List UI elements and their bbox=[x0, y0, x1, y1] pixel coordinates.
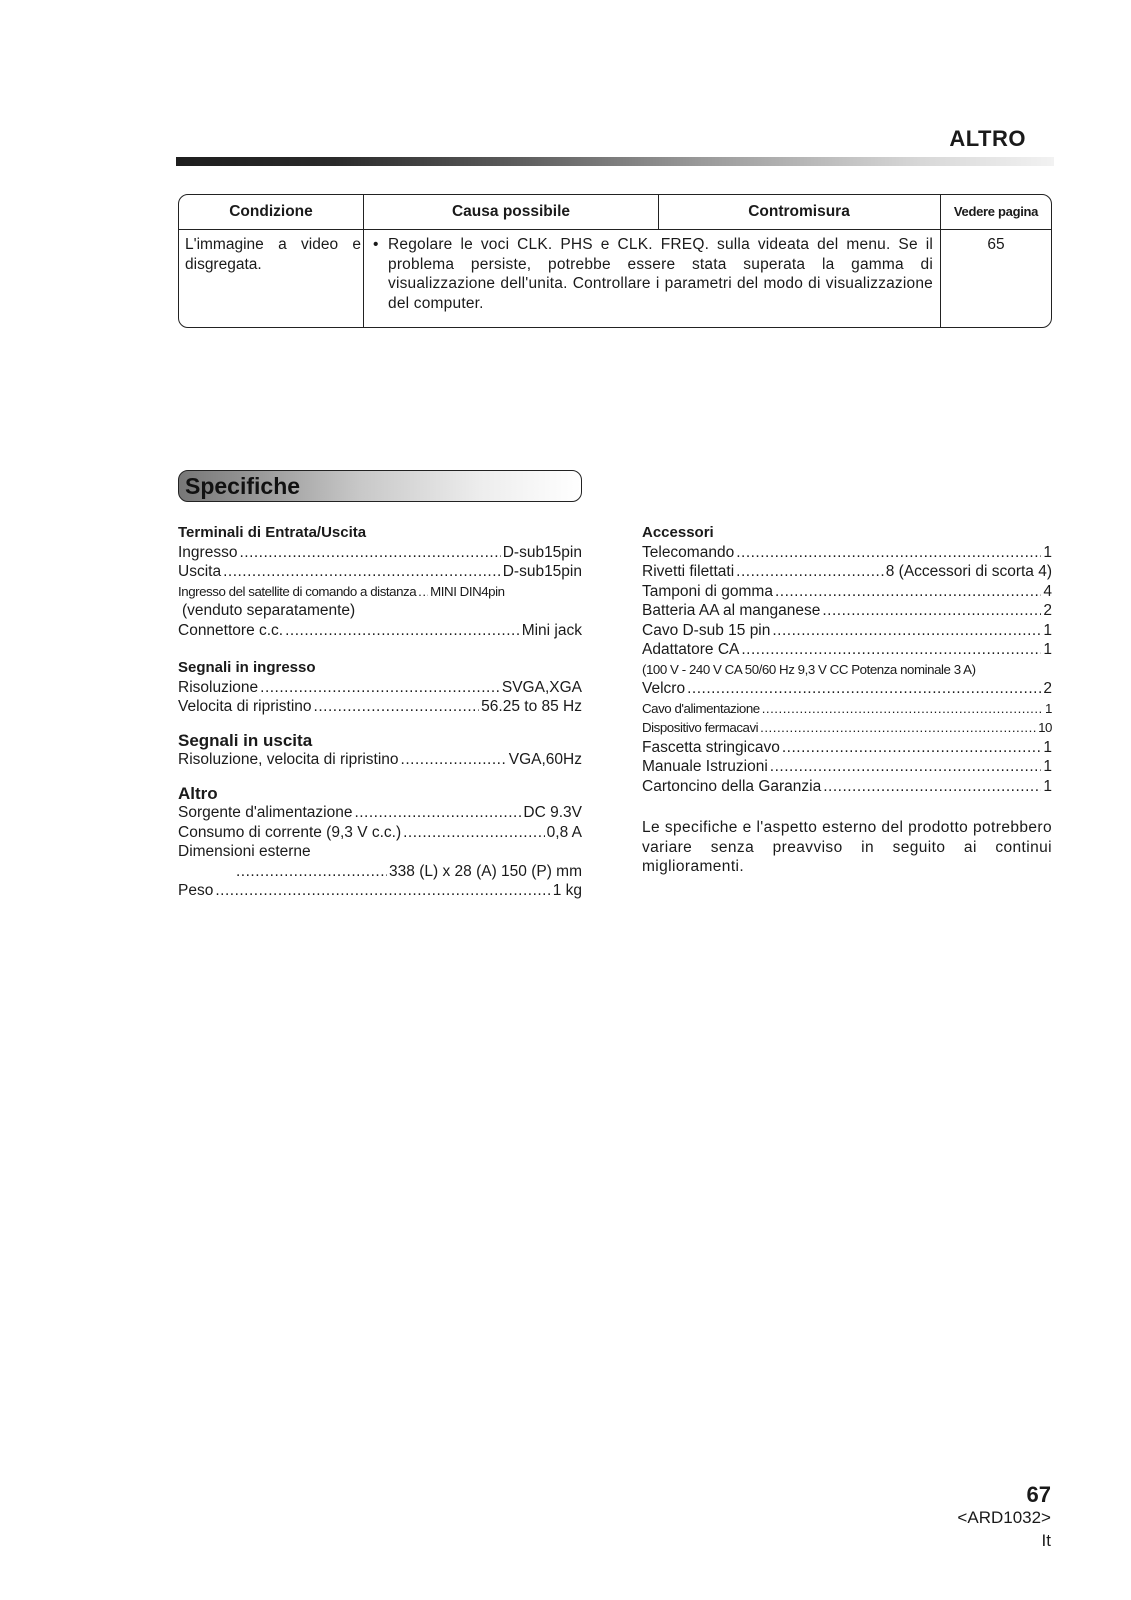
list-item bbox=[178, 823, 582, 843]
list-item bbox=[178, 862, 582, 882]
accessories-title: Accessori bbox=[642, 524, 714, 541]
specs-left-column bbox=[178, 523, 582, 901]
list-item bbox=[642, 777, 1052, 797]
item-value: MINI DIN4pin bbox=[430, 583, 505, 599]
section-title-bar bbox=[176, 157, 1054, 166]
leader-dots bbox=[418, 582, 428, 602]
io-note: (venduto separatamente) bbox=[182, 602, 356, 619]
item-label: Ingresso bbox=[178, 543, 238, 561]
item-label: Manuale Istruzioni bbox=[642, 758, 768, 775]
item-label: Risoluzione bbox=[178, 678, 259, 696]
item-value: D-sub15pin bbox=[502, 563, 582, 580]
item-label: Velocita di ripristino bbox=[178, 698, 312, 715]
leader-dots bbox=[741, 640, 1041, 660]
leader-dots bbox=[239, 543, 500, 563]
list-item bbox=[642, 640, 1052, 660]
leader-dots bbox=[223, 562, 501, 582]
item-value: 1 bbox=[1043, 758, 1052, 775]
item-value: 1 bbox=[1043, 543, 1052, 561]
list-item bbox=[642, 757, 1052, 777]
item-label: Sorgente d'alimentazione bbox=[178, 804, 353, 821]
header-cause: Causa possibile bbox=[451, 203, 570, 220]
list-item bbox=[178, 881, 582, 901]
bullet: • bbox=[373, 236, 379, 253]
leader-dots bbox=[215, 881, 550, 901]
trouble-table-header bbox=[179, 195, 1051, 230]
item-value: Mini jack bbox=[521, 621, 582, 639]
item-value: 1 bbox=[1043, 621, 1052, 639]
item-label: Risoluzione, velocita di ripristino bbox=[178, 751, 399, 768]
dimensions-value: 338 (L) x 28 (A) 150 (P) mm bbox=[389, 862, 582, 880]
leader-dots bbox=[775, 582, 1041, 602]
list-item bbox=[642, 718, 1052, 738]
column-divider bbox=[658, 195, 659, 229]
item-value: D-sub15pin bbox=[502, 543, 582, 561]
item-label: Ingresso del satellite di comando a distanza bbox=[178, 583, 417, 599]
item-value: 1 kg bbox=[552, 882, 582, 899]
item-label: Peso bbox=[178, 882, 214, 899]
header-condition: Condizione bbox=[229, 203, 313, 220]
leader-dots bbox=[403, 823, 545, 843]
leader-dots bbox=[760, 718, 1036, 738]
specs-right-column bbox=[642, 523, 1052, 796]
list-item bbox=[178, 678, 582, 698]
list-item bbox=[642, 621, 1052, 641]
item-value: 10 bbox=[1038, 720, 1052, 735]
item-value: DC 9.3V bbox=[523, 804, 582, 821]
doc-code: <ARD1032> bbox=[957, 1508, 1051, 1527]
leader-dots bbox=[770, 757, 1042, 777]
section-title: ALTRO bbox=[949, 126, 1026, 151]
list-item bbox=[178, 582, 582, 602]
item-value: 2 bbox=[1043, 602, 1052, 619]
page-number: 67 bbox=[1026, 1482, 1051, 1507]
list-item bbox=[178, 750, 582, 770]
leader-dots bbox=[354, 803, 521, 823]
trouble-table bbox=[178, 194, 1052, 328]
leader-dots bbox=[687, 679, 1041, 699]
item-value: 1 bbox=[1043, 641, 1052, 658]
leader-dots bbox=[285, 621, 520, 641]
input-signals-title: Segnali in ingresso bbox=[178, 659, 316, 676]
item-value: SVGA,XGA bbox=[501, 678, 582, 696]
header-remedy: Contromisura bbox=[748, 203, 850, 220]
item-value: 4 bbox=[1043, 582, 1052, 600]
leader-dots bbox=[782, 738, 1042, 758]
list-item bbox=[178, 621, 582, 641]
leader-dots bbox=[772, 621, 1041, 641]
leader-dots bbox=[823, 777, 1041, 797]
item-value: 1 bbox=[1043, 738, 1052, 756]
list-item bbox=[178, 562, 582, 582]
item-label: Connettore c.c. bbox=[178, 621, 284, 639]
dimensions-label: Dimensioni esterne bbox=[178, 843, 311, 860]
specs-title: Specifiche bbox=[185, 473, 301, 499]
row-cause-remedy bbox=[373, 235, 933, 313]
row-page: 65 bbox=[987, 236, 1005, 253]
leader-dots bbox=[236, 862, 387, 882]
list-item bbox=[642, 562, 1052, 582]
specs-banner bbox=[178, 470, 582, 502]
list-item bbox=[178, 543, 582, 563]
table-row bbox=[179, 230, 1051, 327]
output-signals-title: Segnali in uscita bbox=[178, 730, 313, 750]
language-code: It bbox=[1041, 1531, 1051, 1550]
row-condition: L'immagine a video e disgregata. bbox=[185, 236, 361, 273]
list-item bbox=[642, 582, 1052, 602]
list-item bbox=[642, 699, 1052, 719]
item-value: 1 bbox=[1045, 700, 1052, 716]
leader-dots bbox=[401, 750, 507, 770]
leader-dots bbox=[260, 678, 500, 698]
item-label: Uscita bbox=[178, 563, 222, 580]
io-title: Terminali di Entrata/Uscita bbox=[178, 524, 367, 541]
list-item bbox=[642, 543, 1052, 563]
item-label: Telecomando bbox=[642, 543, 735, 561]
item-label: Rivetti filettati bbox=[642, 563, 735, 580]
item-label: Batteria AA al manganese bbox=[642, 602, 821, 619]
header-see-page: Vedere pagina bbox=[953, 204, 1039, 219]
item-label: Fascetta stringicavo bbox=[642, 738, 780, 756]
item-value: VGA,60Hz bbox=[508, 751, 582, 768]
leader-dots bbox=[762, 699, 1043, 719]
item-value: 56.25 to 85 Hz bbox=[481, 698, 582, 715]
other-title: Altro bbox=[178, 783, 218, 803]
list-item bbox=[642, 601, 1052, 621]
item-label: Cartoncino della Garanzia bbox=[642, 777, 822, 795]
item-value: 8 (Accessori di scorta 4) bbox=[885, 563, 1052, 580]
item-label: Adattatore CA bbox=[642, 641, 740, 658]
item-label: Consumo di corrente (9,3 V c.c.) bbox=[178, 823, 402, 841]
item-label: Cavo D-sub 15 pin bbox=[642, 621, 771, 639]
item-value: 0,8 A bbox=[546, 823, 582, 841]
item-label: Tamponi di gomma bbox=[642, 582, 773, 600]
row-cause-text: Regolare le voci CLK. PHS e CLK. FREQ. sulla videata del menu. Se il problema persiste, potrebbe essere stata superata la gamma di visualizzazione dell'unita. Controllare i parametri del modo di visualizzazione del computer. bbox=[388, 236, 933, 312]
leader-dots bbox=[822, 601, 1041, 621]
list-item bbox=[642, 738, 1052, 758]
leader-dots bbox=[736, 543, 1041, 563]
item-value: 1 bbox=[1043, 777, 1052, 795]
item-value: 2 bbox=[1043, 680, 1052, 697]
item-label: Cavo d'alimentazione bbox=[642, 700, 760, 716]
list-item bbox=[178, 697, 582, 717]
list-item bbox=[642, 679, 1052, 699]
disclaimer: Le specifiche e l'aspetto esterno del prodotto potrebbero variare senza preavviso in seguito ai continui miglioramenti. bbox=[642, 819, 1052, 875]
adapter-note: (100 V - 240 V CA 50/60 Hz 9,3 V CC Potenza nominale 3 A) bbox=[642, 661, 976, 677]
leader-dots bbox=[736, 562, 884, 582]
leader-dots bbox=[314, 697, 480, 717]
item-label: Velcro bbox=[642, 680, 686, 697]
item-label: Dispositivo fermacavi bbox=[642, 720, 759, 735]
list-item bbox=[178, 803, 582, 823]
